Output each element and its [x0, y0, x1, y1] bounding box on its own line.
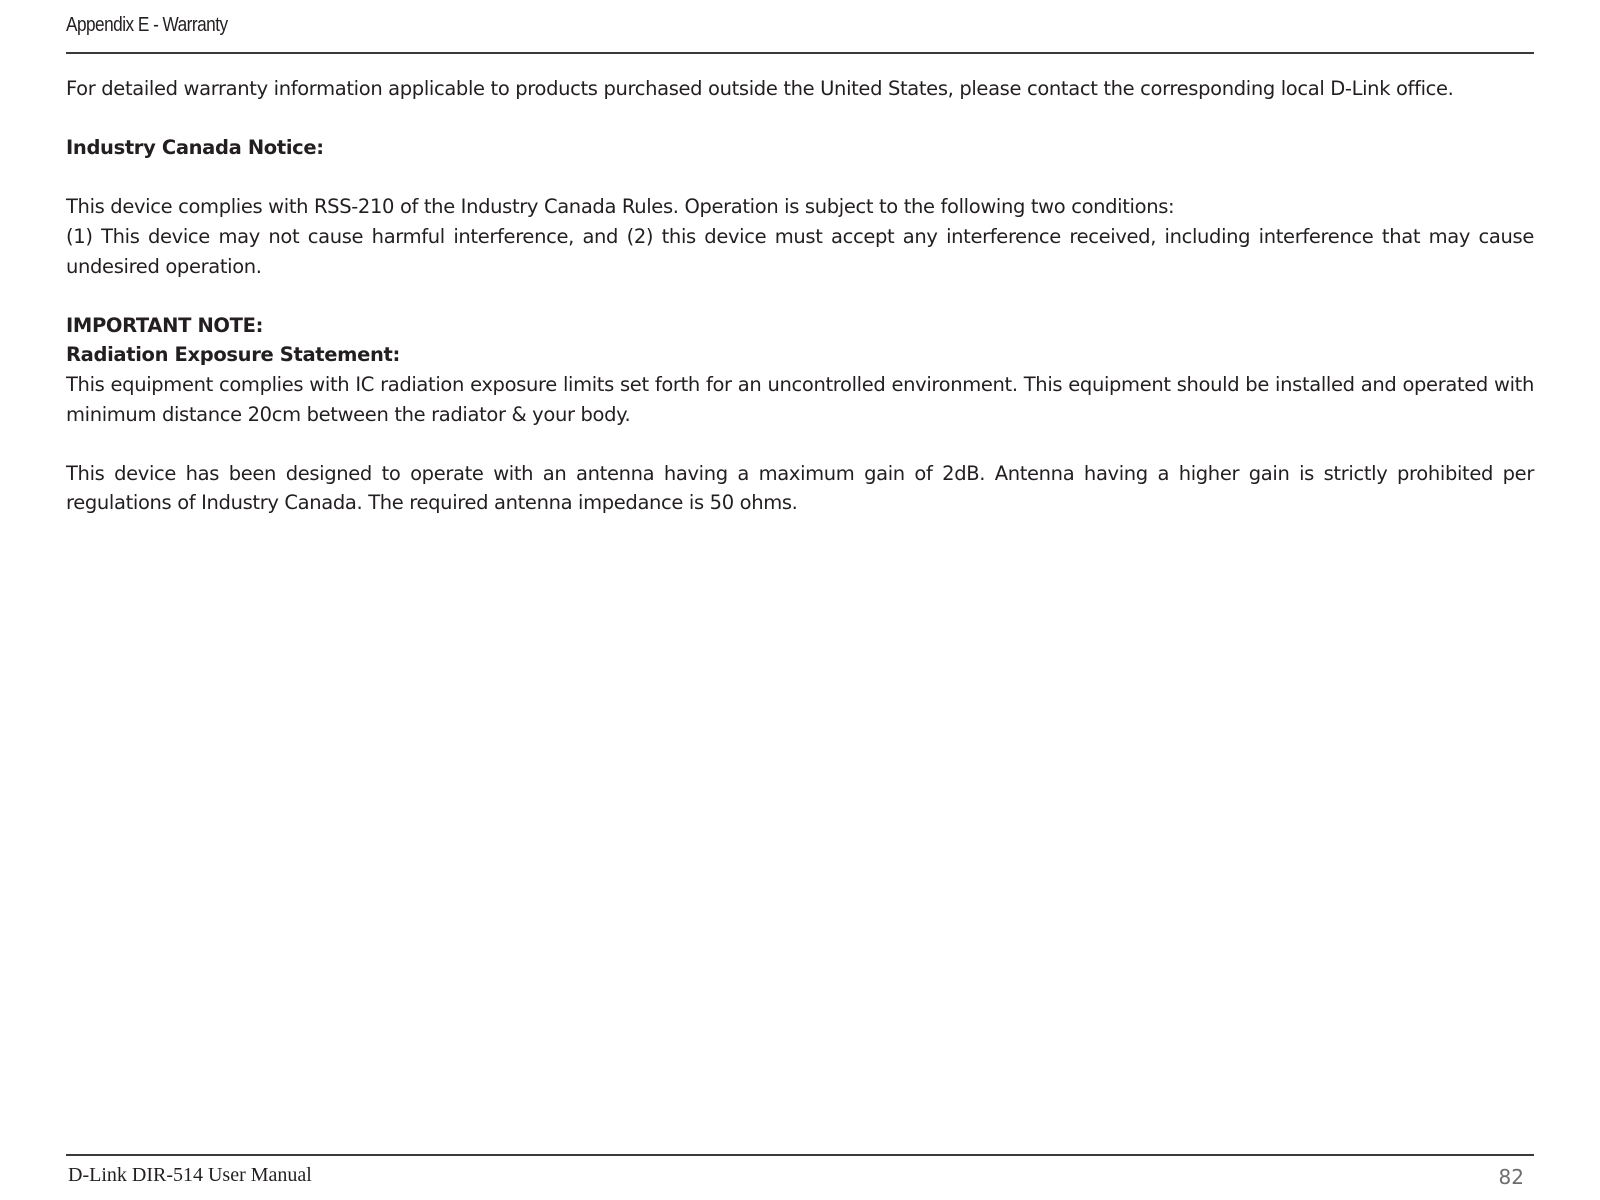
important-note-heading: IMPORTANT NOTE:: [66, 313, 264, 337]
page-body: [66, 74, 1534, 518]
header-divider: [66, 52, 1534, 54]
footer-divider: [66, 1154, 1534, 1156]
spacer: [66, 429, 1534, 459]
radiation-exposure-paragraph: This equipment complies with IC radiation exposure limits set forth for an uncontrolled environment. This equipment should be installed and operated with minimum distance 20cm between the radiator & your body.: [66, 372, 1534, 426]
industry-canada-heading: Industry Canada Notice:: [66, 136, 324, 160]
radiation-exposure-heading: Radiation Exposure Statement:: [66, 343, 400, 367]
canada-conditions-paragraph: (1) This device may not cause harmful interference, and (2) this device must accept any interference received, including interference that may cause undesired operation.: [66, 224, 1534, 278]
spacer: [66, 163, 1534, 193]
warranty-intro-paragraph: For detailed warranty information applicable to products purchased outside the United States, please contact the corresponding local D-Link office.: [66, 77, 1454, 100]
antenna-gain-paragraph: This device has been designed to operate with an antenna having a maximum gain of 2dB. Antenna having a higher gain is strictly prohibited per regulations of Industry Canada. The required antenna impedance is 50 ohms.: [66, 461, 1534, 515]
canada-compliance-line: This device complies with RSS-210 of the Industry Canada Rules. Operation is subject to the following two conditions:: [66, 195, 1175, 219]
section-header: Appendix E - Warranty: [66, 14, 228, 36]
page-number: 82: [1498, 1165, 1524, 1189]
spacer: [66, 281, 1534, 311]
manual-title: D-Link DIR-514 User Manual: [68, 1164, 312, 1186]
spacer: [66, 104, 1534, 134]
